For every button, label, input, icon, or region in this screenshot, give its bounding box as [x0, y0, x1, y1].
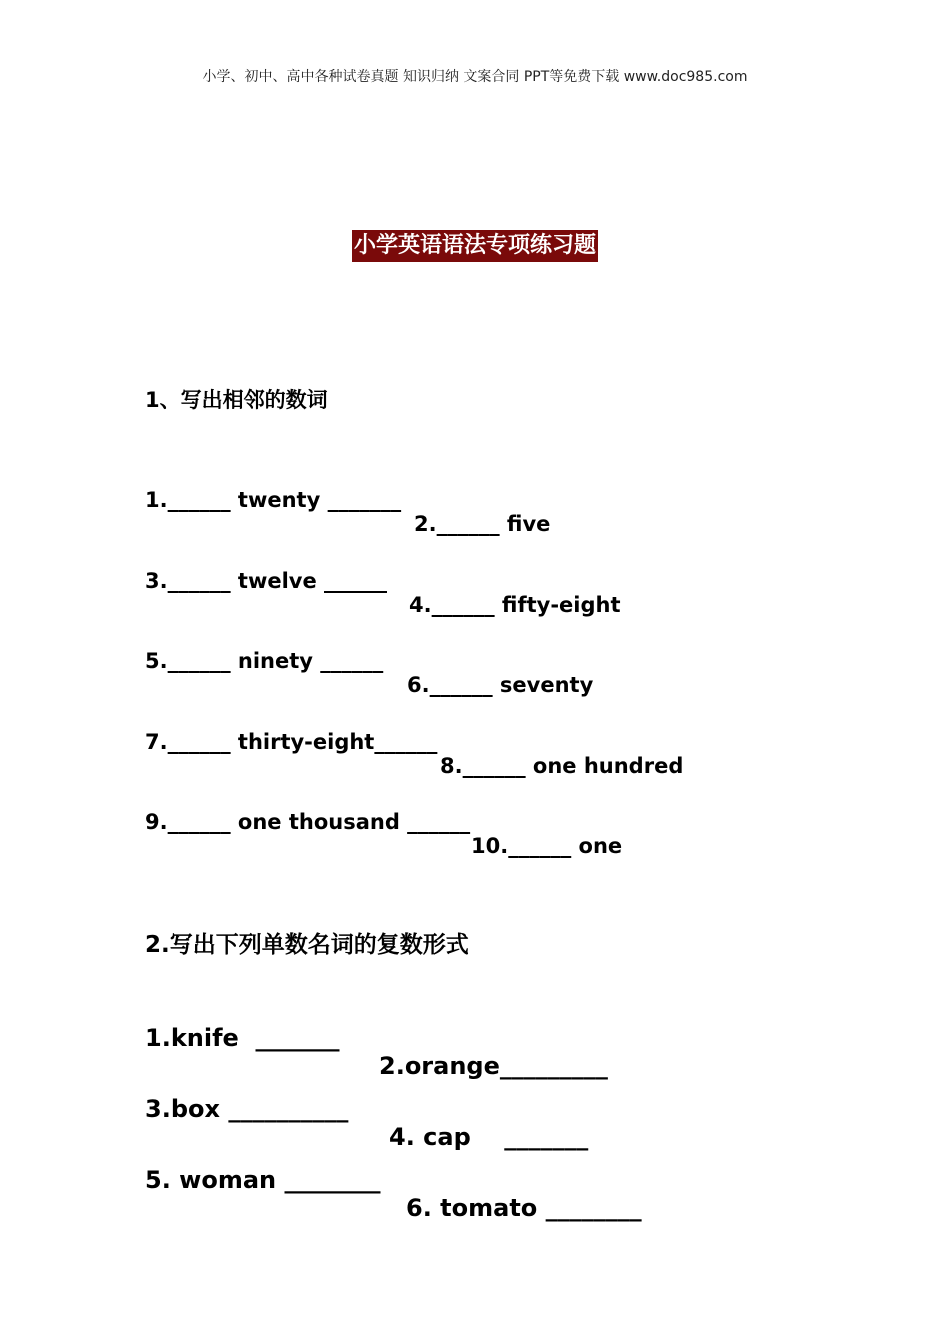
exercise-item: 1.______ twenty _______: [145, 488, 402, 512]
section2-row: [145, 1138, 642, 1222]
exercise-item: 6.______ seventy: [407, 673, 594, 697]
section2-heading: 2.写出下列单数名词的复数形式: [145, 932, 469, 958]
exercise-item: 1.knife _______: [145, 1024, 340, 1052]
section1-heading: 1、写出相邻的数词: [145, 388, 328, 412]
exercise-item: 2.orange_________: [379, 1052, 608, 1080]
exercise-item: 4. cap _______: [389, 1123, 589, 1151]
exercise-item: 6. tomato ________: [406, 1194, 642, 1222]
exercise-item: 7.______ thirty-eight______: [145, 730, 438, 754]
exercise-item: 8.______ one hundred: [440, 754, 684, 778]
exercise-item: 3.box __________: [145, 1095, 349, 1123]
exercise-item: 3.______ twelve ______: [145, 569, 388, 593]
exercise-item: 2.______ five: [414, 512, 551, 536]
section1-row: [145, 625, 594, 697]
section1-row: [145, 786, 623, 858]
worksheet-title: 小学英语语法专项练习题: [352, 230, 598, 262]
exercise-item: 10.______ one: [471, 834, 623, 858]
exercise-item: 5. woman ________: [145, 1166, 381, 1194]
exercise-item: 5.______ ninety ______: [145, 649, 384, 673]
section1-row: [145, 706, 684, 778]
exercise-item: 9.______ one thousand ______: [145, 810, 471, 834]
section1-row: [145, 464, 551, 536]
page-header: 小学、初中、高中各种试卷真题 知识归纳 文案合同 PPT等免费下载 www.doc985.com: [202, 69, 748, 85]
section1-row: [145, 545, 621, 617]
exercise-item: 4.______ fifty-eight: [409, 593, 621, 617]
